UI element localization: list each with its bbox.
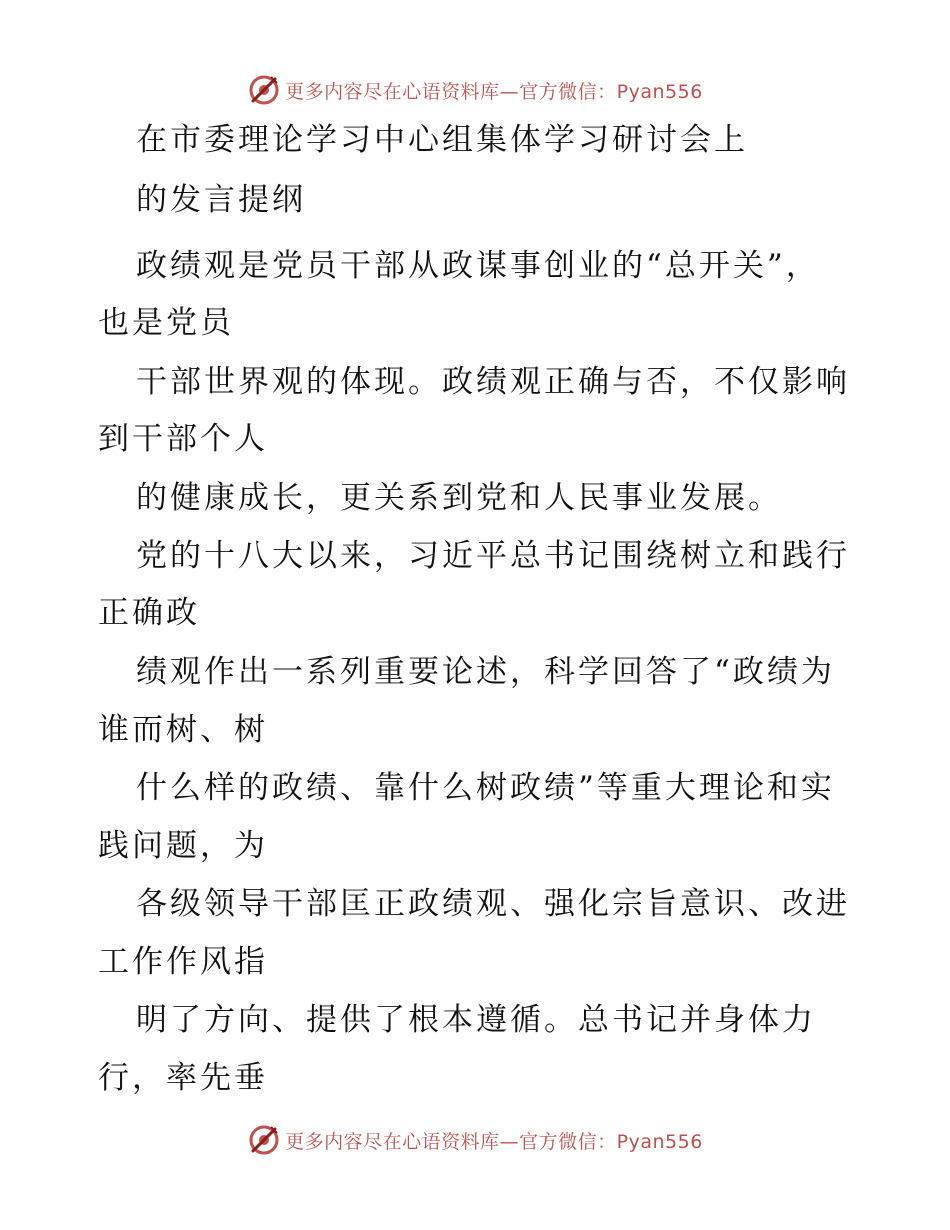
text-line: 各级领导干部匡正政绩观、强化宗旨意识、改进 — [136, 886, 850, 922]
text-line: 政绩观是党员干部从政谋事创业的“总开关”， — [136, 248, 820, 284]
text-line: 的发言提纲 — [136, 182, 306, 218]
text-line: 也是党员 — [98, 305, 234, 341]
text-line: 正确政 — [98, 595, 200, 631]
text-line: 行，率先垂 — [98, 1060, 268, 1096]
brand-logo-icon — [247, 73, 281, 107]
text-line: 践问题，为 — [98, 828, 268, 864]
text-line: 工作作风指 — [98, 944, 268, 980]
watermark-text: 更多内容尽在心语资料库—官方微信：Pyan556 — [285, 1130, 703, 1153]
text-line: 谁而树、树 — [98, 712, 268, 748]
text-line: 到干部个人 — [98, 421, 268, 457]
text-line: 什么样的政绩、靠什么树政绩”等重大理论和实 — [136, 770, 835, 806]
text-line: 在市委理论学习中心组集体学习研讨会上 — [136, 122, 748, 158]
brand-logo-icon — [247, 1123, 281, 1157]
text-line: 干部世界观的体现。政绩观正确与否，不仅影响 — [136, 364, 850, 400]
footer-watermark-banner — [0, 1120, 950, 1160]
text-line: 的健康成长，更关系到党和人民事业发展。 — [136, 480, 782, 516]
header-watermark-banner — [0, 70, 950, 110]
text-line: 明了方向、提供了根本遵循。总书记并身体力 — [136, 1002, 816, 1038]
text-line: 党的十八大以来，习近平总书记围绕树立和践行 — [136, 538, 850, 574]
text-line: 绩观作出一系列重要论述，科学回答了“政绩为 — [136, 654, 835, 690]
watermark-text: 更多内容尽在心语资料库—官方微信：Pyan556 — [285, 80, 703, 103]
